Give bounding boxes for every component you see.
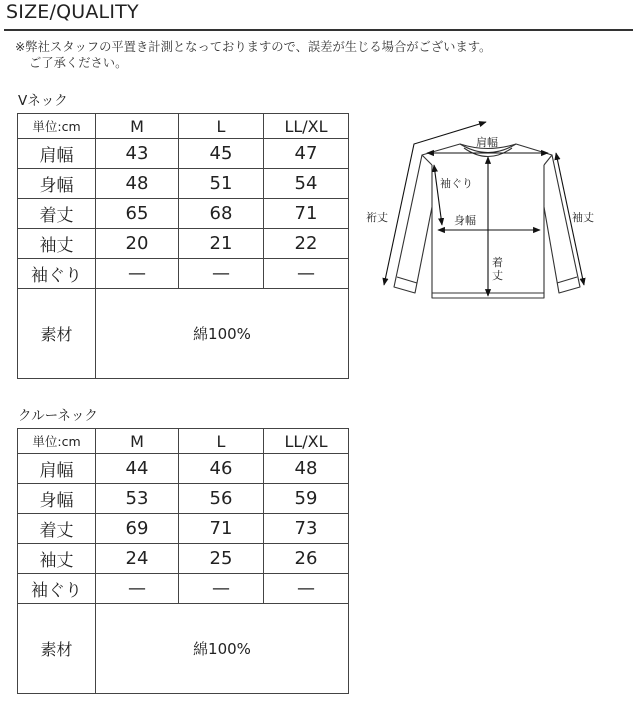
size-header-llxl: LL/XL <box>264 114 349 139</box>
size-header-llxl: LL/XL <box>264 429 349 454</box>
table-row <box>18 514 349 544</box>
table-cell: 69 <box>96 514 179 544</box>
label-body-width: 身幅 <box>454 214 476 227</box>
table-cell: 47 <box>264 139 349 169</box>
label-armhole: 袖ぐり <box>440 177 473 190</box>
table-cell: 71 <box>264 199 349 229</box>
material-label: 素材 <box>18 604 96 694</box>
table-cell: 46 <box>179 454 264 484</box>
table-cell: 20 <box>96 229 179 259</box>
table-row <box>18 454 349 484</box>
table-cell: 48 <box>264 454 349 484</box>
table-header-row <box>18 114 349 139</box>
table-row <box>18 169 349 199</box>
row-label: 袖ぐり <box>18 574 96 604</box>
material-value: 綿100% <box>96 289 349 379</box>
table-cell: — <box>96 574 179 604</box>
material-row <box>18 289 349 379</box>
table-cell: 53 <box>96 484 179 514</box>
table-cell: 25 <box>179 544 264 574</box>
table-cell: — <box>96 259 179 289</box>
size-header-l: L <box>179 429 264 454</box>
garment-measurement-diagram <box>362 117 612 317</box>
label-sleeve: 袖丈 <box>572 211 594 224</box>
table-row <box>18 544 349 574</box>
table-cell: 71 <box>179 514 264 544</box>
table-row <box>18 259 349 289</box>
table-cell: 48 <box>96 169 179 199</box>
armhole-arrow <box>434 165 442 225</box>
table-row <box>18 484 349 514</box>
table-cell: 56 <box>179 484 264 514</box>
size-table-crewneck <box>17 428 349 694</box>
unit-header: 単位:cm <box>18 114 96 139</box>
table-cell: — <box>264 259 349 289</box>
row-label: 袖ぐり <box>18 259 96 289</box>
size-header-l: L <box>179 114 264 139</box>
note-line-1: ※弊社スタッフの平置き計測となっておりますので、誤差が生じる場合がございます。 <box>15 40 492 54</box>
table-cell: 26 <box>264 544 349 574</box>
page-title: SIZE/QUALITY <box>6 1 139 23</box>
row-label: 袖丈 <box>18 544 96 574</box>
table-caption-vneck: Vネック <box>18 93 68 109</box>
label-length-1: 着 <box>492 256 503 269</box>
table-row <box>18 574 349 604</box>
size-header-m: M <box>96 429 179 454</box>
title-divider <box>4 29 633 31</box>
measurement-note <box>15 39 625 71</box>
table-cell: — <box>264 574 349 604</box>
material-row <box>18 604 349 694</box>
unit-header: 単位:cm <box>18 429 96 454</box>
row-label: 肩幅 <box>18 454 96 484</box>
table-row <box>18 199 349 229</box>
table-cell: 59 <box>264 484 349 514</box>
row-label: 着丈 <box>18 514 96 544</box>
table-cell: — <box>179 574 264 604</box>
note-line-2: ご了承ください。 <box>29 56 128 70</box>
table-cell: 45 <box>179 139 264 169</box>
table-cell: 43 <box>96 139 179 169</box>
shirt-outline <box>394 144 580 298</box>
table-header-row <box>18 429 349 454</box>
table-cell: 24 <box>96 544 179 574</box>
table-cell: 51 <box>179 169 264 199</box>
table-cell: 73 <box>264 514 349 544</box>
label-length-2: 丈 <box>492 269 503 282</box>
table-cell: 21 <box>179 229 264 259</box>
size-header-m: M <box>96 114 179 139</box>
row-label: 肩幅 <box>18 139 96 169</box>
label-yuki: 裄丈 <box>366 211 388 224</box>
size-table-vneck <box>17 113 349 379</box>
table-cell: 44 <box>96 454 179 484</box>
table-row <box>18 139 349 169</box>
row-label: 身幅 <box>18 484 96 514</box>
row-label: 着丈 <box>18 199 96 229</box>
row-label: 袖丈 <box>18 229 96 259</box>
material-value: 綿100% <box>96 604 349 694</box>
table-cell: 65 <box>96 199 179 229</box>
label-shoulder: 肩幅 <box>476 136 498 149</box>
table-cell: — <box>179 259 264 289</box>
table-cell: 22 <box>264 229 349 259</box>
material-label: 素材 <box>18 289 96 379</box>
table-cell: 54 <box>264 169 349 199</box>
table-cell: 68 <box>179 199 264 229</box>
row-label: 身幅 <box>18 169 96 199</box>
table-row <box>18 229 349 259</box>
table-caption-crewneck: クルーネック <box>18 408 98 424</box>
